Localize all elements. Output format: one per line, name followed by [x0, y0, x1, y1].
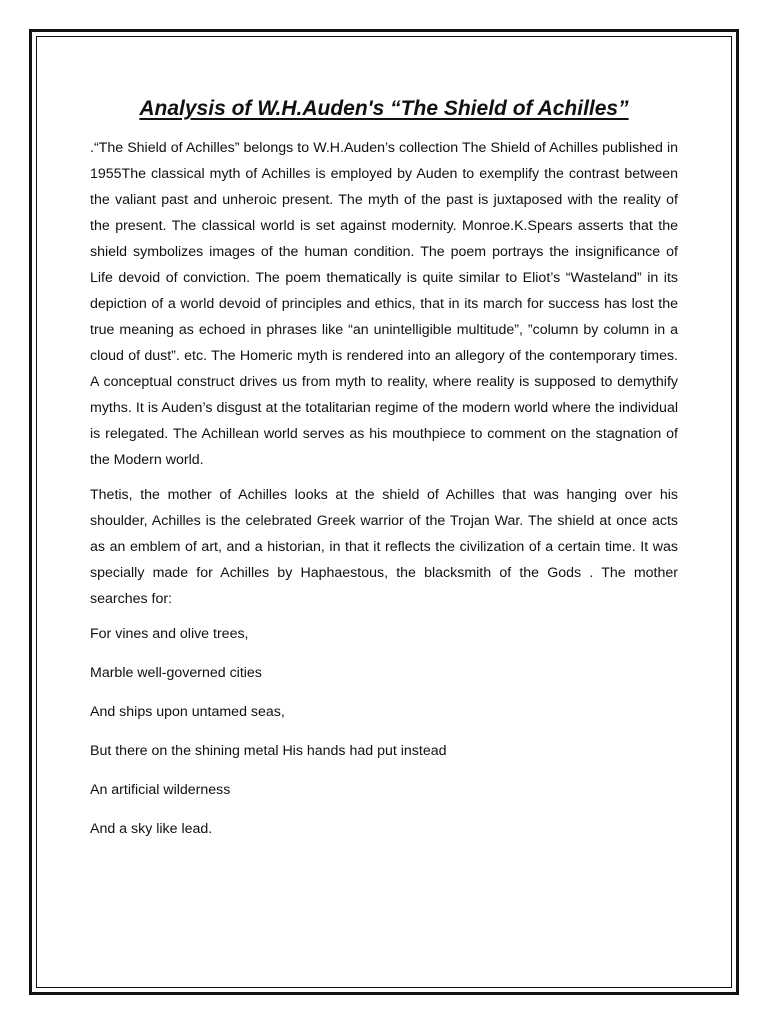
- document-title: Analysis of W.H.Auden's “The Shield of Achilles”: [139, 97, 629, 120]
- verse-line: And a sky like lead.: [90, 821, 213, 837]
- verse-line: And ships upon untamed seas,: [90, 704, 285, 720]
- verse-line: For vines and olive trees,: [90, 626, 249, 642]
- paragraph-intro: .“The Shield of Achilles” belongs to W.H.Auden’s collection The Shield of Achilles published in 1955The classical myth of Achilles is employed by Auden to exemplify the contrast between the valiant past and unheroic present. The myth of the past is juxtaposed with the reality of the present. The classical world is set against modernity. Monroe.K.Spears asserts that the shield symbolizes images of the human condition. The poem portrays the insignificance of Life devoid of conviction. The poem thematically is quite similar to Eliot’s “Wasteland” in its depiction of a world devoid of principles and ethics, that in its march for success has lost the true meaning as echoed in phrases like “an unintelligible multitude”, ”column by column in a cloud of dust”. etc. The Homeric myth is rendered into an allegory of the contemporary times. A conceptual construct drives us from myth to reality, where reality is supposed to demythify myths. It is Auden’s disgust at the totalitarian regime of the modern world where the individual is relegated. The Achillean world serves as his mouthpiece to comment on the stagnation of the Modern world.: [90, 140, 678, 468]
- verse-line: Marble well-governed cities: [90, 665, 262, 681]
- document-body: [90, 93, 678, 855]
- verse-line: An artificial wilderness: [90, 782, 231, 798]
- verse-line: But there on the shining metal His hands had put instead: [90, 743, 447, 759]
- verse-block: [90, 621, 678, 855]
- paragraph-thetis: Thetis, the mother of Achilles looks at the shield of Achilles that was hanging over his shoulder, Achilles is the celebrated Greek warrior of the Trojan War. The shield at once acts as an emblem of art, and a historian, in that it reflects the civilization of a certain time. It was specially made for Achilles by Haphaestous, the blacksmith of the Gods . The mother searches for:: [90, 487, 678, 607]
